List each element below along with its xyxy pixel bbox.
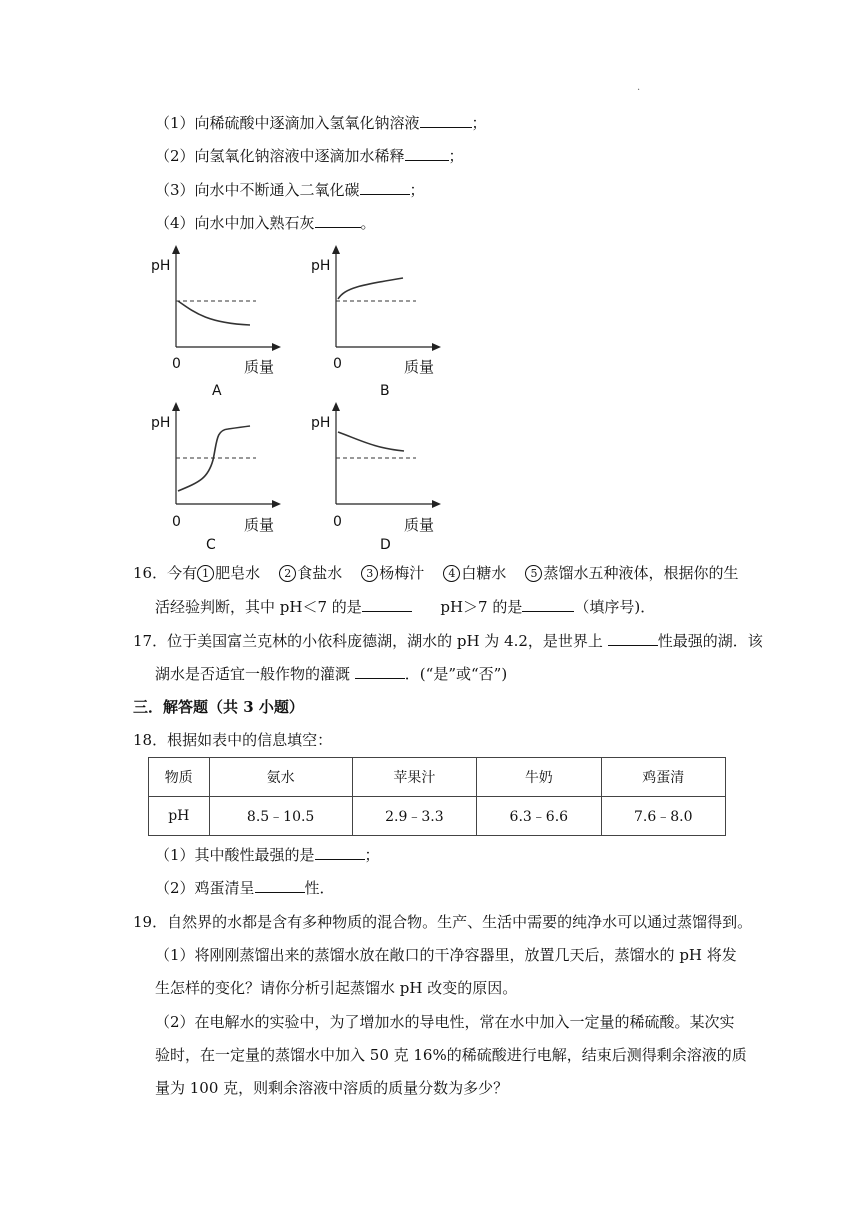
table-cell: 物质 — [149, 758, 210, 797]
ph-table — [148, 757, 726, 836]
graph-d-label: D — [380, 537, 391, 553]
q15-item-1 — [155, 113, 487, 133]
q19-intro: 19．自然界的水都是含有多种物质的混合物。生产、生活中需要的纯净水可以通过蒸馏得到。 — [133, 913, 753, 931]
graph-a — [150, 243, 300, 403]
q16-line-2 — [155, 597, 655, 617]
option-number: 4 — [443, 565, 460, 582]
end-mark: ； — [471, 114, 487, 132]
graph-b-ylabel: pH — [311, 258, 331, 274]
table-cell: 8.5﹣10.5 — [209, 797, 352, 836]
answer-blank — [315, 213, 361, 228]
graph-a-origin: 0 — [172, 356, 181, 372]
graph-a-ylabel: pH — [151, 258, 171, 274]
q19-sub-1-line-1: （1）将刚刚蒸馏出来的蒸馏水放在敞口的干净容器里，放置几天后，蒸馏水的 pH 将发 — [155, 946, 737, 964]
q18-sub-2 — [155, 878, 335, 898]
option-number: 3 — [361, 565, 378, 582]
graph-a-xlabel: 质量 — [244, 358, 275, 376]
end-mark: ； — [409, 181, 425, 199]
answer-blank — [362, 597, 412, 612]
graph-d — [310, 400, 460, 560]
graph-b-label: B — [380, 383, 390, 399]
q16-prefix: 16．今有 — [133, 564, 198, 582]
table-cell: 牛奶 — [477, 758, 601, 797]
option-number: 5 — [525, 565, 542, 582]
option-number: 2 — [279, 565, 296, 582]
q17-line-2 — [155, 664, 507, 684]
q15-item-3-text: （3）向水中不断通入二氧化碳 — [155, 181, 360, 199]
q19-sub-2-line-1: （2）在电解水的实验中，为了增加水的导电性，常在水中加入一定量的稀硫酸。某次实 — [155, 1013, 735, 1031]
table-cell: 氨水 — [209, 758, 352, 797]
graph-c-xlabel: 质量 — [244, 516, 275, 534]
q18-sub-2-text: （2）鸡蛋清呈 — [155, 879, 255, 897]
q16-text-a: 活经验判断，其中 pH＜7 的是 — [155, 598, 362, 616]
graph-c — [150, 400, 300, 560]
q16-text-c: （填序号)． — [574, 598, 656, 616]
graph-c-label: C — [206, 537, 216, 553]
q15-item-2-text: （2）向氢氧化钠溶液中逐滴加水稀释 — [155, 147, 405, 165]
answer-blank — [360, 180, 410, 195]
q16-text-b: pH＞7 的是 — [440, 598, 523, 616]
graph-b-xlabel: 质量 — [404, 358, 435, 376]
graph-d-ylabel: pH — [311, 415, 331, 431]
answer-blank — [355, 664, 405, 679]
q15-item-2 — [155, 146, 464, 166]
answer-blank — [608, 631, 658, 646]
q18-sub-1 — [155, 845, 380, 865]
graph-c-ylabel: pH — [151, 415, 171, 431]
table-cell: 7.6﹣8.0 — [601, 797, 725, 836]
q15-item-4-text: （4）向水中加入熟石灰 — [155, 214, 315, 232]
option-text: 白糖水 — [461, 564, 507, 582]
q17-text-b: 性最强的湖．该 — [657, 632, 763, 650]
option-text: 肥皂水 — [215, 564, 261, 582]
section-heading: 三．解答题（共 3 小题） — [133, 698, 304, 716]
graph-d-xlabel: 质量 — [404, 516, 435, 534]
option-text: 食盐水 — [297, 564, 343, 582]
q18-sub-1-text: （1）其中酸性最强的是 — [155, 846, 315, 864]
graph-b-origin: 0 — [333, 356, 342, 372]
answer-blank — [405, 146, 449, 161]
table-cell: pH — [149, 797, 210, 836]
answer-blank — [420, 113, 472, 128]
graph-d-origin: 0 — [333, 514, 342, 530]
table-row — [149, 797, 726, 836]
graph-b — [310, 243, 460, 403]
q18-intro: 18．根据如表中的信息填空： — [133, 731, 333, 749]
q19-sub-2-line-2: 验时，在一定量的蒸馏水中加入 50 克 16%的稀硫酸进行电解，结束后测得剩余溶液的质 — [155, 1046, 747, 1064]
corner-mark: . — [637, 82, 641, 93]
q17-line-1 — [133, 631, 763, 651]
option-text: 蒸馏水五种液体，根据你的生 — [543, 564, 739, 582]
table-cell: 苹果汁 — [352, 758, 476, 797]
end-mark: ； — [448, 147, 464, 165]
end-mark: 。 — [360, 214, 376, 232]
q17-text-c: 湖水是否适宜一般作物的灌溉 — [155, 665, 351, 683]
q15-item-3 — [155, 180, 425, 200]
table-cell: 鸡蛋清 — [601, 758, 725, 797]
table-cell: 2.9﹣3.3 — [352, 797, 476, 836]
answer-blank — [315, 845, 365, 860]
q19-sub-1-line-2: 生怎样的变化？请你分析引起蒸馏水 pH 改变的原因。 — [155, 979, 518, 997]
option-text: 杨梅汁 — [379, 564, 425, 582]
table-row — [149, 758, 726, 797]
q15-item-1-text: （1）向稀硫酸中逐滴加入氢氧化钠溶液 — [155, 114, 420, 132]
answer-blank — [255, 878, 305, 893]
answer-blank — [522, 597, 574, 612]
q15-item-4 — [155, 213, 376, 233]
q16-line-1 — [133, 563, 738, 583]
end-mark: 性． — [304, 879, 335, 897]
q17-text-d: ．(“是”或“否”) — [404, 665, 508, 683]
q17-text-a: 17．位于美国富兰克林的小依科庞德湖，湖水的 pH 为 4.2，是世界上 — [133, 632, 603, 650]
graph-a-label: A — [212, 383, 222, 399]
option-number: 1 — [197, 565, 214, 582]
table-cell: 6.3﹣6.6 — [477, 797, 601, 836]
end-mark: ； — [364, 846, 380, 864]
q19-sub-2-line-3: 量为 100 克，则剩余溶液中溶质的质量分数为多少？ — [155, 1079, 509, 1097]
graph-c-origin: 0 — [172, 514, 181, 530]
